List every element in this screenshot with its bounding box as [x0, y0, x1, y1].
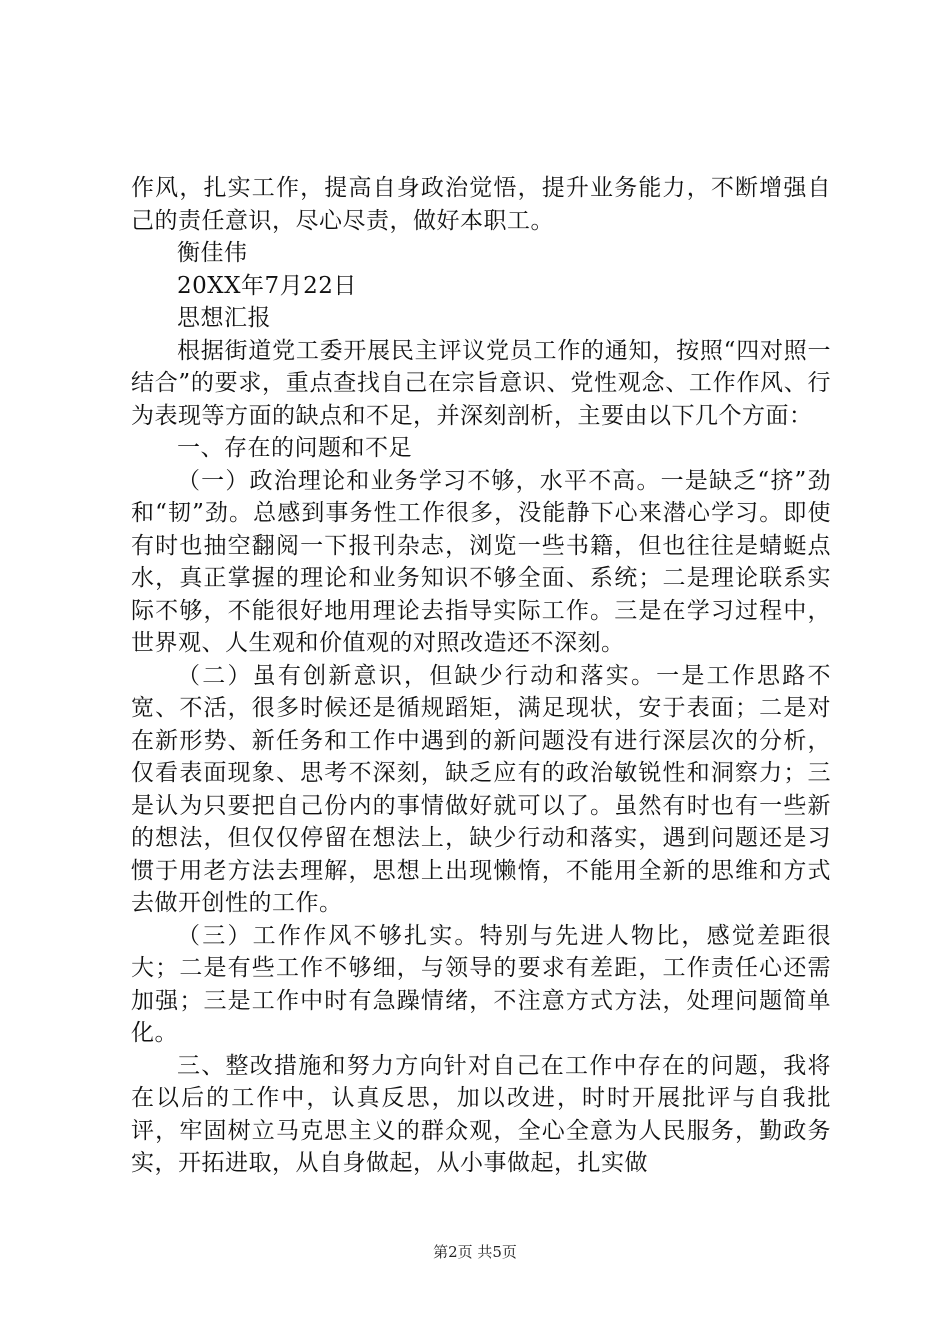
date-line: 20XX年7月22日 — [177, 272, 357, 299]
author-name: 衡佳伟 — [177, 240, 248, 266]
paragraph-item-3: （三）工作作风不够扎实。特别与先进人物比，感觉差距很大；二是有些工作不够细，与领导的要求有差距，工作责任心还需加强；三是工作中时有急躁情绪，不注意方式方法，处理问题简单化。 — [131, 922, 831, 1046]
paragraph-continuation: 作风，扎实工作，提高自身政治觉悟，提升业务能力，不断增强自己的责任意识，尽心尽责，做好本职工。 — [131, 175, 831, 234]
document-body — [131, 172, 831, 1180]
paragraph-item-2: （二）虽有创新意识，但缺少行动和落实。一是工作思路不宽、不活，很多时候还是循规蹈矩，满足现状，安于表面；二是对在新形势、新任务和工作中遇到的新问题没有进行深层次的分析，仅看表面现象、思考不深刻，缺乏应有的政治敏锐性和洞察力；三是认为只要把自己份内的事情做好就可以了。虽然有时也有一些新的想法，但仅仅停留在想法上，缺少行动和落实，遇到问题还是习惯于用老方法去理解，思想上出现懒惰，不能用全新的思维和方式去做开创性的工作。 — [131, 662, 831, 916]
paragraph-measures: 三、整改措施和努力方向针对自己在工作中存在的问题，我将在以后的工作中，认真反思，加以改进，时时开展批评与自我批评，牢固树立马克思主义的群众观，全心全意为人民服务，勤政务实，开拓进取，从自身做起，从小事做起，扎实做 — [131, 1052, 831, 1176]
section-title: 思想汇报 — [177, 305, 271, 331]
paragraph-intro: 根据街道党工委开展民主评议党员工作的通知，按照“四对照一结合”的要求，重点查找自己在宗旨意识、党性观念、工作作风、行为表现等方面的缺点和不足，并深刻剖析，主要由以下几个方面： — [131, 337, 831, 429]
paragraph-item-1: （一）政治理论和业务学习不够，水平不高。一是缺乏“挤”劲和“韧”劲。总感到事务性工作很多，没能静下心来潜心学习。即使有时也抽空翻阅一下报刊杂志，浏览一些书籍，但也往往是蜻蜓点水，真正掌握的理论和业务知识不够全面、系统；二是理论联系实际不够，不能很好地用理论去指导实际工作。三是在学习过程中，世界观、人生观和价值观的对照改造还不深刻。 — [131, 467, 831, 656]
heading-problems: 一、存在的问题和不足 — [177, 435, 412, 461]
page-footer: 第2页 共5页 — [433, 1243, 517, 1261]
